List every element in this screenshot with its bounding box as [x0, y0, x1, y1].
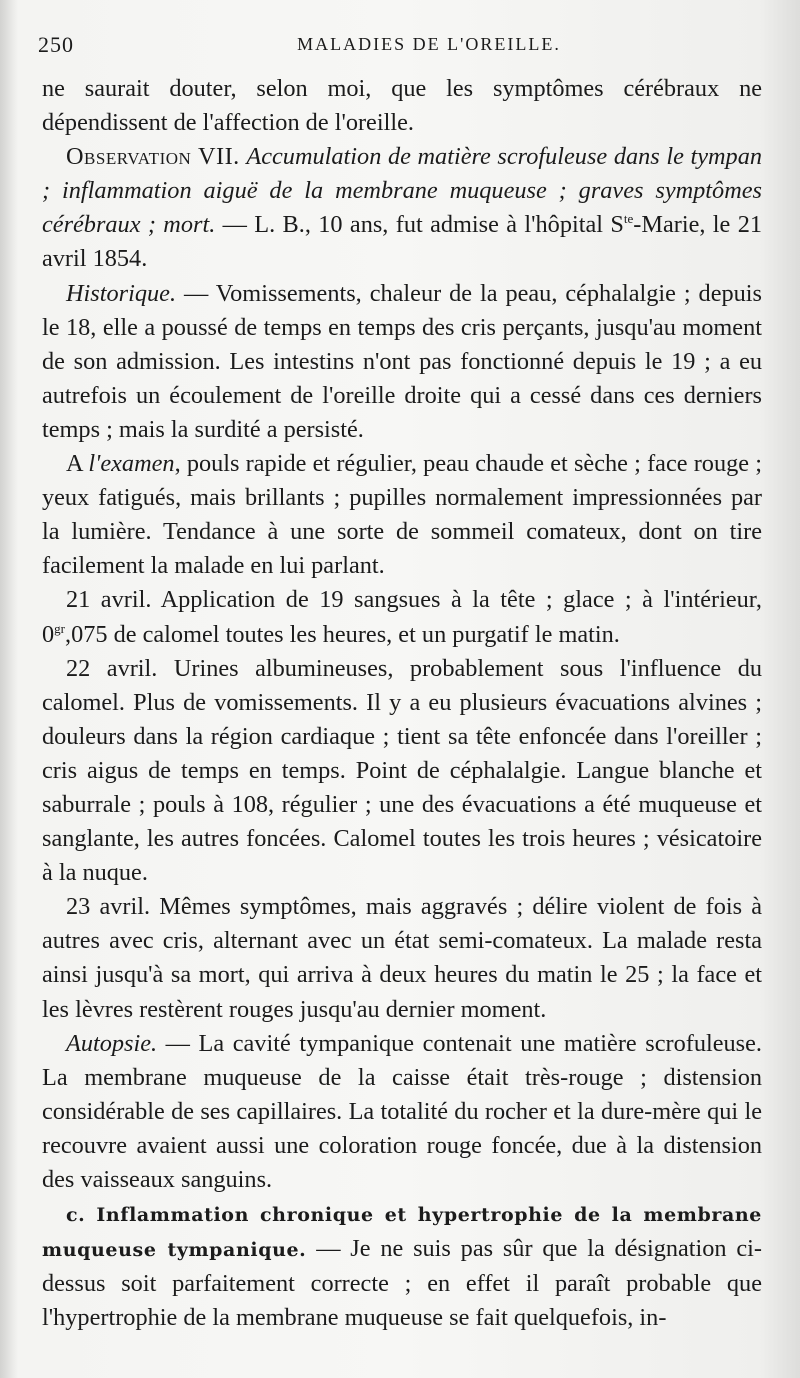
examen-text: , pouls rapide et régulier, peau chaude et sèche ; face rouge ; yeux fatigués, mais brillants ; pupilles normalement impressionnées par la lumière. Tendance à une sorte de sommeil comateux, dont on tire facilement la malade en lui parlant. — [42, 450, 762, 580]
observation-title: Accumulation de matière scrofuleuse dans le tympan ; inflammation aiguë de la membrane muqueuse ; graves symptômes cérébraux ; mort. — [42, 143, 763, 239]
entry-21-text-b: ,075 de calomel toutes les heures, et un purgatif le matin. — [65, 620, 620, 648]
paragraph-continuation: ne saurait douter, selon moi, que les symptômes cérébraux ne dépendissent de l'affection de l'oreille. — [42, 75, 762, 137]
historique-text: — Vomissements, chaleur de la peau, céphalalgie ; depuis le 18, elle a poussé de temps en temps des cris perçants, jusqu'au moment de son admission. Les intestins n'ont pas fonctionné depuis le 19 ; a eu autrefois un écoulement de l'oreille droite qui a cessé dans ces derniers temps ; mais la surdité a persisté. — [42, 279, 762, 443]
observation-paragraph — [42, 140, 762, 276]
historique-label: Historique. — [66, 279, 177, 307]
examen-label: l'examen — [88, 450, 175, 478]
examen-pre: A — [66, 450, 89, 478]
entry-21-text-a: 21 avril. Application de 19 sangsues à la tête ; glace ; à l'intérieur, 0 — [42, 586, 762, 648]
observation-label: Observation VII. — [66, 143, 240, 171]
autopsie-text: — La cavité tympanique contenait une matière scrofuleuse. La membrane muqueuse de la caisse était très-rouge ; distension considérable de ses capillaires. La totalité du rocher et la dure-mère qui le recouvre avaient aussi une coloration rouge foncée, due à la distension des vaisseaux sanguins. — [42, 1029, 762, 1193]
entry-21-superscript: gr — [54, 620, 65, 636]
autopsie-paragraph — [42, 1027, 762, 1197]
section-c-text: — Je ne suis pas sûr que la désignation ci-dessus soit parfaitement correcte ; en effet il paraît probable que l'hypertrophie de la membrane muqueuse se fait quelquefois, in- — [42, 1235, 762, 1332]
page-number: 250 — [38, 32, 74, 57]
observation-text-a: — L. B., 10 ans, fut admise à l'hôpital S — [215, 211, 624, 239]
entry-21-avril — [42, 583, 762, 651]
body-text — [42, 72, 762, 1335]
observation-text-b: -Marie, le 21 avril 1854. — [42, 211, 762, 273]
autopsie-label: Autopsie. — [66, 1029, 158, 1057]
section-c-paragraph — [42, 1197, 762, 1335]
running-title: MALADIES DE L'OREILLE. — [297, 34, 561, 54]
observation-superscript: te — [623, 211, 634, 227]
page-header — [38, 30, 760, 64]
entry-23-avril: 23 avril. Mêmes symptômes, mais aggravés ; délire violent de fois à autres avec cris, alternant avec un état semi-comateux. La malade resta ainsi jusqu'à sa mort, qui arriva à deux heures du matin le 25 ; la face et les lèvres restèrent rouges jusqu'au dernier moment. — [42, 893, 762, 1023]
entry-22-avril: 22 avril. Urines albumineuses, probablement sous l'influence du calomel. Plus de vomissements. Il y a eu plusieurs évacuations alvines ; douleurs dans la région cardiaque ; tient sa tête enfoncée dans l'oreiller ; cris aigus de temps en temps. Point de céphalalgie. Langue blanche et saburrale ; pouls à 108, régulier ; une des évacuations a été muqueuse et sanglante, les autres foncées. Calomel toutes les trois heures ; vésicatoire à la nuque. — [42, 654, 762, 887]
examen-paragraph — [42, 447, 762, 583]
historique-paragraph — [42, 277, 762, 447]
section-c-heading: c. Inflammation chronique et hypertrophie de la membrane muqueuse tympanique. — [42, 1204, 762, 1262]
